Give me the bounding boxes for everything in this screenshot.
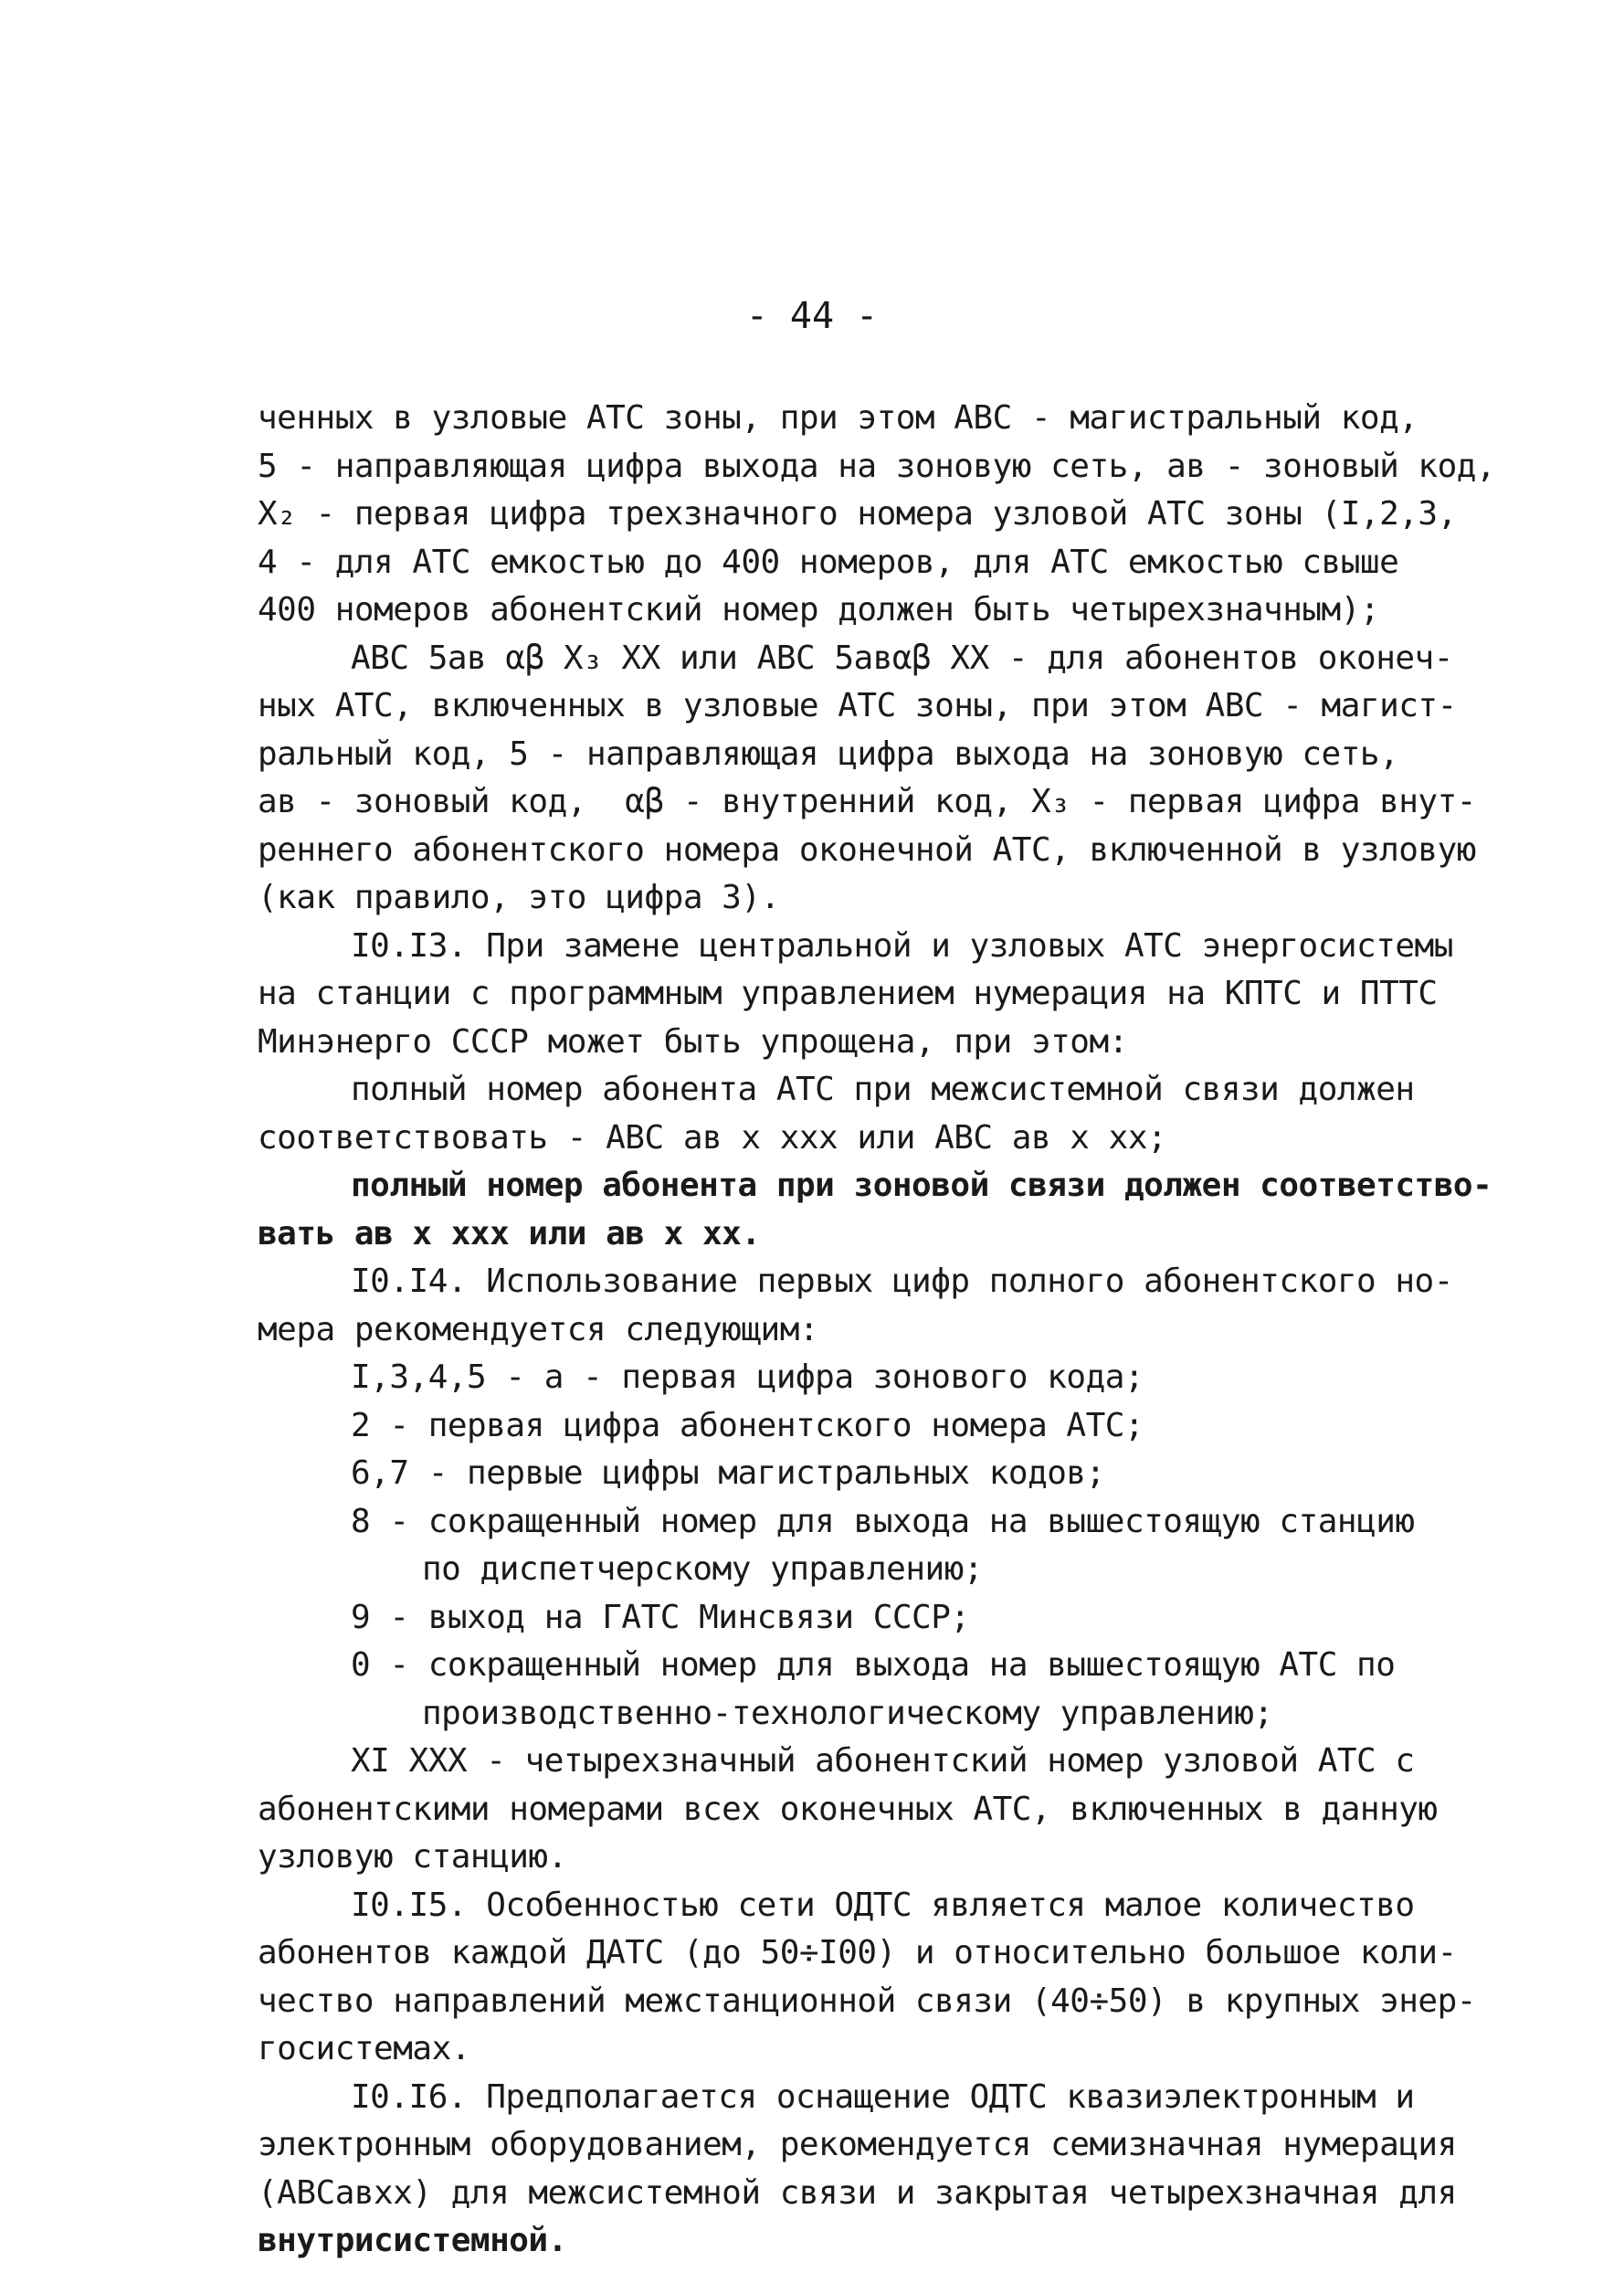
- list-item-continuation: по диспетчерскому управлению;: [422, 1550, 984, 1588]
- text-line: 4 - для АТС емкостью до 400 номеров, для АТС емкостью свыше: [258, 543, 1399, 581]
- text-line: XI XXX - четырехзначный абонентский номер узловой АТС с: [351, 1742, 1415, 1780]
- text-line: ральный код, 5 - направляющая цифра выхода на зоновую сеть,: [258, 735, 1399, 773]
- text-line: АВС 5ав αβ X₃ XX или АВС 5авαβ XX - для абонентов оконеч-: [351, 639, 1453, 677]
- body-text: [258, 395, 1496, 2266]
- section-10-16: I0.I6. Предполагается оснащение ОДТС квазиэлектронным и: [351, 2077, 1415, 2116]
- text-line: ав - зоновый код, αβ - внутренний код, X₃ - первая цифра внут-: [258, 783, 1476, 820]
- text-line: ных АТС, включенных в узловые АТС зоны, при этом АВС - магист-: [258, 687, 1457, 724]
- list-item: 8 - сокращенный номер для выхода на вышестоящую станцию: [351, 1502, 1415, 1540]
- text-line: полный номер абонента АТС при межсистемной связи должен: [351, 1071, 1415, 1108]
- text-line: (АВСавхх) для межсистемной связи и закрытая четырехзначная для: [258, 2173, 1457, 2212]
- list-item: 0 - сокращенный номер для выхода на вышестоящую АТС по: [351, 1646, 1396, 1684]
- list-item: 6,7 - первые цифры магистральных кодов;: [351, 1454, 1105, 1492]
- text-line: мера рекомендуется следующим:: [258, 1310, 819, 1348]
- text-line: на станции с программным управлением нумерация на КПТС и ПТТС: [258, 975, 1438, 1012]
- section-10-15: I0.I5. Особенностью сети ОДТС является малое количество: [351, 1886, 1415, 1924]
- text-line: чество направлений межстанционной связи (40÷50) в крупных энер-: [258, 1982, 1476, 2020]
- text-line: X₂ - первая цифра трехзначного номера узловой АТС зоны (I,2,3,: [258, 495, 1457, 533]
- page-number: - 44 -: [745, 295, 879, 337]
- section-10-13: I0.I3. При замене центральной и узловых АТС энергосистемы: [351, 926, 1453, 965]
- text-line: внутрисистемной.: [258, 2222, 567, 2259]
- text-line: Минэнерго СССР может быть упрощена, при этом:: [258, 1022, 1128, 1061]
- text-line: 5 - направляющая цифра выхода на зоновую сеть, ав - зоновый код,: [258, 447, 1496, 485]
- section-10-14: I0.I4. Использование первых цифр полного абонентского но-: [351, 1263, 1453, 1300]
- text-line: электронным оборудованием, рекомендуется семизначная нумерация: [258, 2126, 1457, 2163]
- text-line: соответствовать - АВС ав х ххх или АВС ав х хх;: [258, 1118, 1167, 1157]
- text-line: госистемах.: [258, 2030, 470, 2067]
- text-line: ченных в узловые АТС зоны, при этом АВС - магистральный код,: [258, 399, 1418, 437]
- text-line: абонентскими номерами всех оконечных АТС, включенных в данную: [258, 1790, 1438, 1828]
- text-line: реннего абонентского номера оконечной АТС, включенной в узловую: [258, 830, 1476, 869]
- text-line: полный номер абонента при зоновой связи должен соответство-: [351, 1167, 1492, 1204]
- list-item: 9 - выход на ГАТС Минсвязи СССР;: [351, 1598, 970, 1636]
- list-item: 2 - первая цифра абонентского номера АТС;: [351, 1406, 1144, 1444]
- text-line: абонентов каждой ДАТС (до 50÷I00) и относительно большое коли-: [258, 1934, 1457, 1971]
- text-line: узловую станцию.: [258, 1838, 567, 1876]
- list-item: I,3,4,5 - а - первая цифра зонового кода;: [351, 1358, 1144, 1396]
- text-line: 400 номеров абонентский номер должен быть четырехзначным);: [258, 591, 1380, 629]
- text-line: (как правило, это цифра 3).: [258, 879, 780, 916]
- text-line: вать ав х ххх или ав х хх.: [258, 1214, 761, 1252]
- list-item-continuation: производственно-технологическому управлению;: [422, 1694, 1273, 1732]
